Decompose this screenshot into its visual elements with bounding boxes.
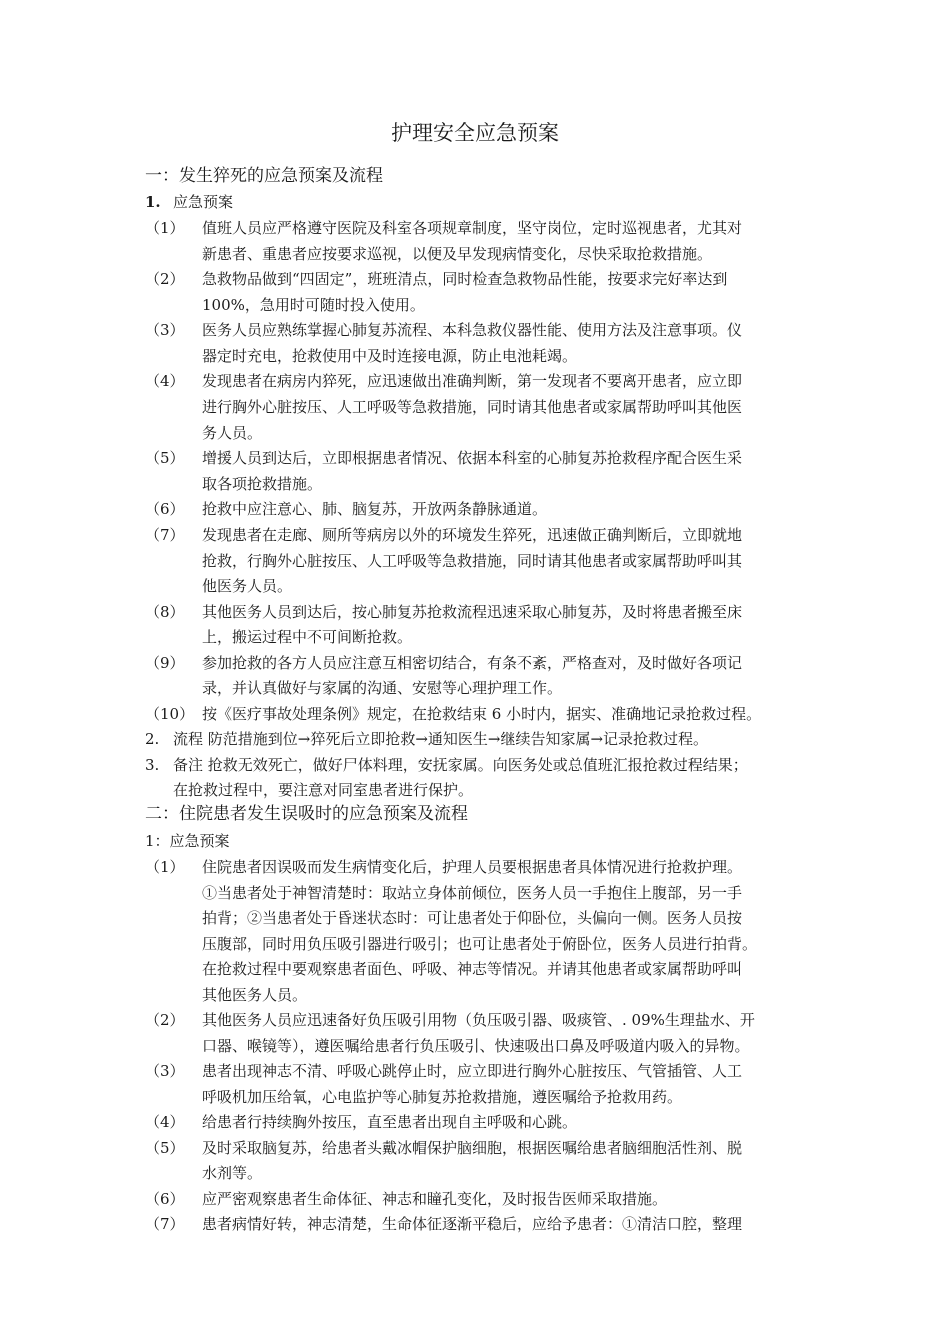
item-line: 录，并认真做好与家属的沟通、安慰等心理护理工作。 — [202, 679, 563, 697]
item-number: （10） — [145, 705, 195, 723]
item-line: 发现患者在病房内猝死，应迅速做出准确判断，第一发现者不要离开患者，应立即 — [202, 372, 743, 390]
section-heading-1: 一：发生猝死的应急预案及流程 — [145, 166, 383, 186]
item-line: 其他医务人员应迅速备好负压吸引用物（负压吸引器、吸痰管、. 09%生理盐水、开 — [202, 1011, 755, 1029]
item-line: 其他医务人员。 — [202, 986, 308, 1004]
item-line: 患者病情好转，神志清楚，生命体征逐渐平稳后，应给予患者：①清洁口腔，整理 — [202, 1215, 743, 1233]
item-line: 压腹部，同时用负压吸引器进行吸引；也可让患者处于俯卧位，医务人员进行拍背。 — [202, 935, 758, 953]
item-line: 水剂等。 — [202, 1164, 263, 1182]
item-number: （6） — [145, 500, 185, 518]
item-line: 抢救中应注意心、肺、脑复苏，开放两条静脉通道。 — [202, 500, 548, 518]
item-line: 其他医务人员到达后，按心肺复苏抢救流程迅速采取心肺复苏，及时将患者搬至床 — [202, 603, 743, 621]
item-line: 医务人员应熟练掌握心肺复苏流程、本科急救仪器性能、使用方法及注意事项。仪 — [202, 321, 743, 339]
item-line: 及时采取脑复苏，给患者头戴冰帽保护脑细胞，根据医嘱给患者脑细胞活性剂、脱 — [202, 1139, 743, 1157]
item-number: （4） — [145, 1113, 185, 1131]
item-line: 值班人员应严格遵守医院及科室各项规章制度，坚守岗位，定时巡视患者，尤其对 — [202, 219, 743, 237]
item-line: 新患者、重患者应按要求巡视，以便及早发现病情变化，尽快采取抢救措施。 — [202, 245, 713, 263]
item-line: 口器、喉镜等），遵医嘱给患者行负压吸引、快速吸出口鼻及呼吸道内吸入的异物。 — [202, 1037, 750, 1055]
item-line: 拍背；②当患者处于昏迷状态时：可让患者处于仰卧位，头偏向一侧。医务人员按 — [202, 909, 743, 927]
subsection-number: 1. — [145, 193, 161, 211]
note-line: 在抢救过程中，要注意对同室患者进行保护。 — [173, 781, 474, 799]
item-line: 抢救，行胸外心脏按压、人工呼吸等急救措施，同时请其他患者或家属帮助呼叫其 — [202, 552, 743, 570]
item-number: （4） — [145, 372, 185, 390]
item-line: 给患者行持续胸外按压，直至患者出现自主呼吸和心跳。 — [202, 1113, 578, 1131]
item-number: （2） — [145, 270, 185, 288]
item-line: 参加抢救的各方人员应注意互相密切结合，有条不紊，严格查对，及时做好各项记 — [202, 654, 743, 672]
flow-number: 2. — [145, 730, 160, 748]
item-number: （9） — [145, 654, 185, 672]
note-line: 备注 抢救无效死亡，做好尸体料理，安抚家属。向医务处或总值班汇报抢救过程结果； — [173, 756, 748, 774]
item-line: 务人员。 — [202, 424, 263, 442]
item-line: 在抢救过程中要观察患者面色、呼吸、神志等情况。并请其他患者或家属帮助呼叫 — [202, 960, 743, 978]
item-line: 增援人员到达后，立即根据患者情况、依据本科室的心肺复苏抢救程序配合医生采 — [202, 449, 743, 467]
item-line: 按《医疗事故处理条例》规定，在抢救结束 6 小时内，据实、准确地记录抢救过程。 — [202, 705, 762, 723]
item-line: 进行胸外心脏按压、人工呼吸等急救措施，同时请其他患者或家属帮助呼叫其他医 — [202, 398, 743, 416]
item-line: 呼吸机加压给氧，心电监护等心肺复苏抢救措施，遵医嘱给予抢救用药。 — [202, 1088, 683, 1106]
item-line: 100%，急用时可随时投入使用。 — [202, 296, 425, 314]
item-number: （1） — [145, 858, 185, 876]
item-line: 急救物品做到“四固定”，班班清点，同时检查急救物品性能，按要求完好率达到 — [202, 270, 728, 288]
item-number: （7） — [145, 1215, 185, 1233]
item-number: （5） — [145, 449, 185, 467]
subsection-label: 应急预案 — [173, 193, 234, 211]
item-number: （1） — [145, 219, 185, 237]
item-number: （6） — [145, 1190, 185, 1208]
page-title: 护理安全应急预案 — [391, 121, 559, 145]
item-line: ①当患者处于神智清楚时：取站立身体前倾位，医务人员一手抱住上腹部，另一手 — [202, 884, 743, 902]
item-number: （3） — [145, 1062, 185, 1080]
item-line: 上，搬运过程中不可间断抢救。 — [202, 628, 413, 646]
item-line: 住院患者因误吸而发生病情变化后，护理人员要根据患者具体情况进行抢救护理。 — [202, 858, 743, 876]
flow-text: 流程 防范措施到位→猝死后立即抢救→通知医生→继续告知家属→记录抢救过程。 — [173, 730, 709, 748]
section-heading-2: 二：住院患者发生误吸时的应急预案及流程 — [145, 804, 468, 824]
item-line: 器定时充电，抢救使用中及时连接电源，防止电池耗竭。 — [202, 347, 578, 365]
item-line: 取各项抢救措施。 — [202, 475, 323, 493]
note-number: 3. — [145, 756, 160, 774]
item-line: 患者出现神志不清、呼吸心跳停止时，应立即进行胸外心脏按压、气管插管、人工 — [202, 1062, 743, 1080]
item-line: 应严密观察患者生命体征、神志和瞳孔变化，及时报告医师采取措施。 — [202, 1190, 668, 1208]
item-number: （7） — [145, 526, 185, 544]
item-line: 发现患者在走廊、厕所等病房以外的环境发生猝死，迅速做正确判断后，立即就地 — [202, 526, 743, 544]
subsection-label: 1：应急预案 — [145, 832, 230, 850]
item-number: （8） — [145, 603, 185, 621]
item-line: 他医务人员。 — [202, 577, 293, 595]
item-number: （5） — [145, 1139, 185, 1157]
item-number: （3） — [145, 321, 185, 339]
item-number: （2） — [145, 1011, 185, 1029]
